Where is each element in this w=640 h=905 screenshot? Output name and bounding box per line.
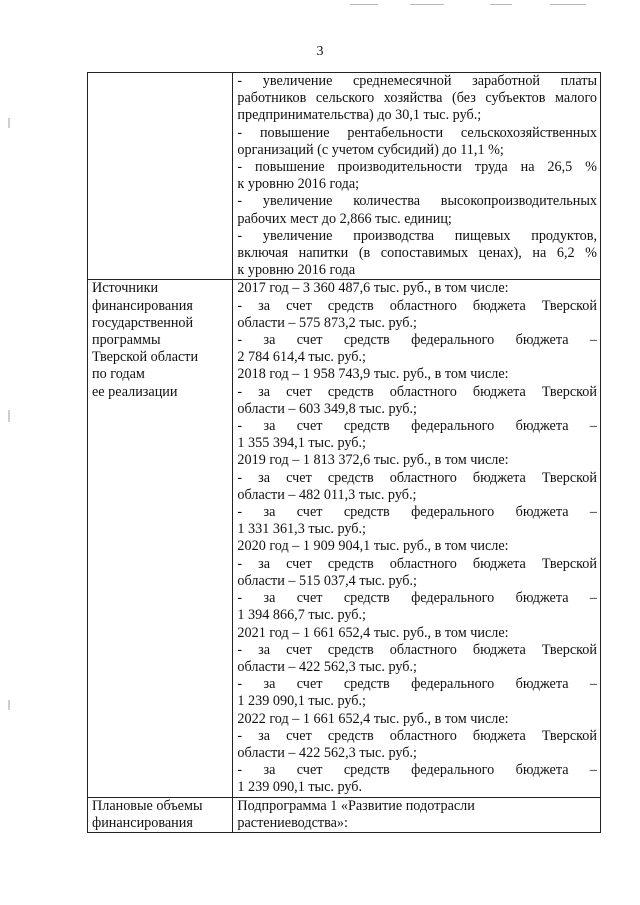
planned-cell [233, 797, 601, 832]
text-line: 1 239 090,1 тыс. руб. [237, 779, 363, 796]
label-line: финансирования [92, 297, 193, 314]
sources-text [237, 280, 597, 796]
text-line: 1 239 090,1 тыс. руб.; [237, 693, 366, 710]
label-line: Источники [92, 280, 159, 297]
program-passport-table [87, 72, 601, 833]
binding-mark [8, 118, 10, 128]
planned-text [237, 798, 597, 832]
table-row-indicators [88, 73, 601, 280]
binding-mark [8, 700, 10, 710]
label-line: ее реализации [92, 383, 178, 400]
text-line: области – 422 562,3 тыс. руб.; [237, 744, 417, 761]
text-line: - повышение производительности труда на 26,5 % [237, 159, 597, 176]
text-line: организаций (с учетом субсидий) до 11,1 %; [237, 141, 504, 158]
text-line: - повышение рентабельности сельскохозяйственных [237, 124, 597, 141]
text-line: области – 422 562,3 тыс. руб.; [237, 658, 417, 675]
label-line: Плановые объемы [92, 797, 203, 814]
text-line: 2017 год – 3 360 487,6 тыс. руб., в том числе: [237, 280, 509, 297]
text-line: включая напитки (в сопоставимых ценах), на 6,2 % [237, 245, 597, 262]
indicators-text [237, 73, 597, 279]
text-line: области – 575 873,2 тыс. руб.; [237, 314, 417, 331]
text-line: - увеличение количества высокопроизводительных [237, 193, 597, 210]
text-line: работников сельского хозяйства (без субъектов малого [237, 90, 597, 107]
text-line: к уровню 2016 года; [237, 176, 360, 193]
table-row-planned [88, 797, 601, 832]
text-line: - за счет средств областного бюджета Тверской [237, 727, 597, 744]
text-line: предпринимательства) до 30,1 тыс. руб.; [237, 107, 482, 124]
text-line: 2018 год – 1 958 743,9 тыс. руб., в том числе: [237, 366, 509, 383]
text-line: 2 784 614,4 тыс. руб.; [237, 349, 366, 366]
text-line: 1 331 361,3 тыс. руб.; [237, 521, 366, 538]
text-line: - за счет средств областного бюджета Тверской [237, 641, 597, 658]
text-line: 2020 год – 1 909 904,1 тыс. руб., в том числе: [237, 538, 509, 555]
label-line: Тверской области [92, 349, 199, 366]
label-line: по годам [92, 366, 145, 383]
text-line: области – 482 011,3 тыс. руб.; [237, 486, 417, 503]
text-line: - за счет средств федерального бюджета – [237, 504, 597, 521]
text-line: - за счет средств федерального бюджета – [237, 418, 597, 435]
label-line: финансирования [92, 814, 193, 831]
scan-marks [340, 2, 600, 8]
sources-cell [233, 280, 601, 797]
text-line: - увеличение производства пищевых продуктов, [237, 227, 597, 244]
text-line: - за счет средств областного бюджета Тверской [237, 469, 597, 486]
text-line: области – 603 349,8 тыс. руб.; [237, 400, 417, 417]
sources-label-cell [88, 280, 233, 797]
text-line: - за счет средств областного бюджета Тверской [237, 297, 597, 314]
label-line: программы [92, 332, 161, 349]
text-line: 2021 год – 1 661 652,4 тыс. руб., в том числе: [237, 624, 509, 641]
table-row-sources [88, 280, 601, 797]
text-line: 1 355 394,1 тыс. руб.; [237, 435, 366, 452]
indicators-cell [233, 73, 601, 280]
text-line: 2022 год – 1 661 652,4 тыс. руб., в том числе: [237, 710, 509, 727]
text-line: растениеводства»: [237, 814, 348, 831]
text-line: - за счет средств федерального бюджета – [237, 762, 597, 779]
row-label-empty [88, 73, 233, 280]
text-line: 2019 год – 1 813 372,6 тыс. руб., в том числе: [237, 452, 509, 469]
label-line: государственной [92, 314, 194, 331]
text-line: к уровню 2016 года [237, 262, 356, 279]
text-line: - за счет средств федерального бюджета – [237, 332, 597, 349]
text-line: - за счет средств областного бюджета Тверской [237, 555, 597, 572]
text-line: 1 394 866,7 тыс. руб.; [237, 607, 366, 624]
text-line: - за счет средств федерального бюджета – [237, 590, 597, 607]
text-line: - за счет средств федерального бюджета – [237, 676, 597, 693]
text-line: - увеличение среднемесячной заработной платы [237, 73, 597, 89]
planned-label-cell [88, 797, 233, 832]
text-line: рабочих мест до 2,866 тыс. единиц; [237, 210, 452, 227]
text-line: области – 515 037,4 тыс. руб.; [237, 572, 417, 589]
planned-label [92, 798, 229, 832]
text-line: - за счет средств областного бюджета Тверской [237, 383, 597, 400]
page-number: 3 [316, 44, 324, 59]
binding-mark [8, 410, 10, 422]
text-line: Подпрограмма 1 «Развитие подотрасли [237, 797, 475, 814]
sources-label [92, 280, 229, 400]
